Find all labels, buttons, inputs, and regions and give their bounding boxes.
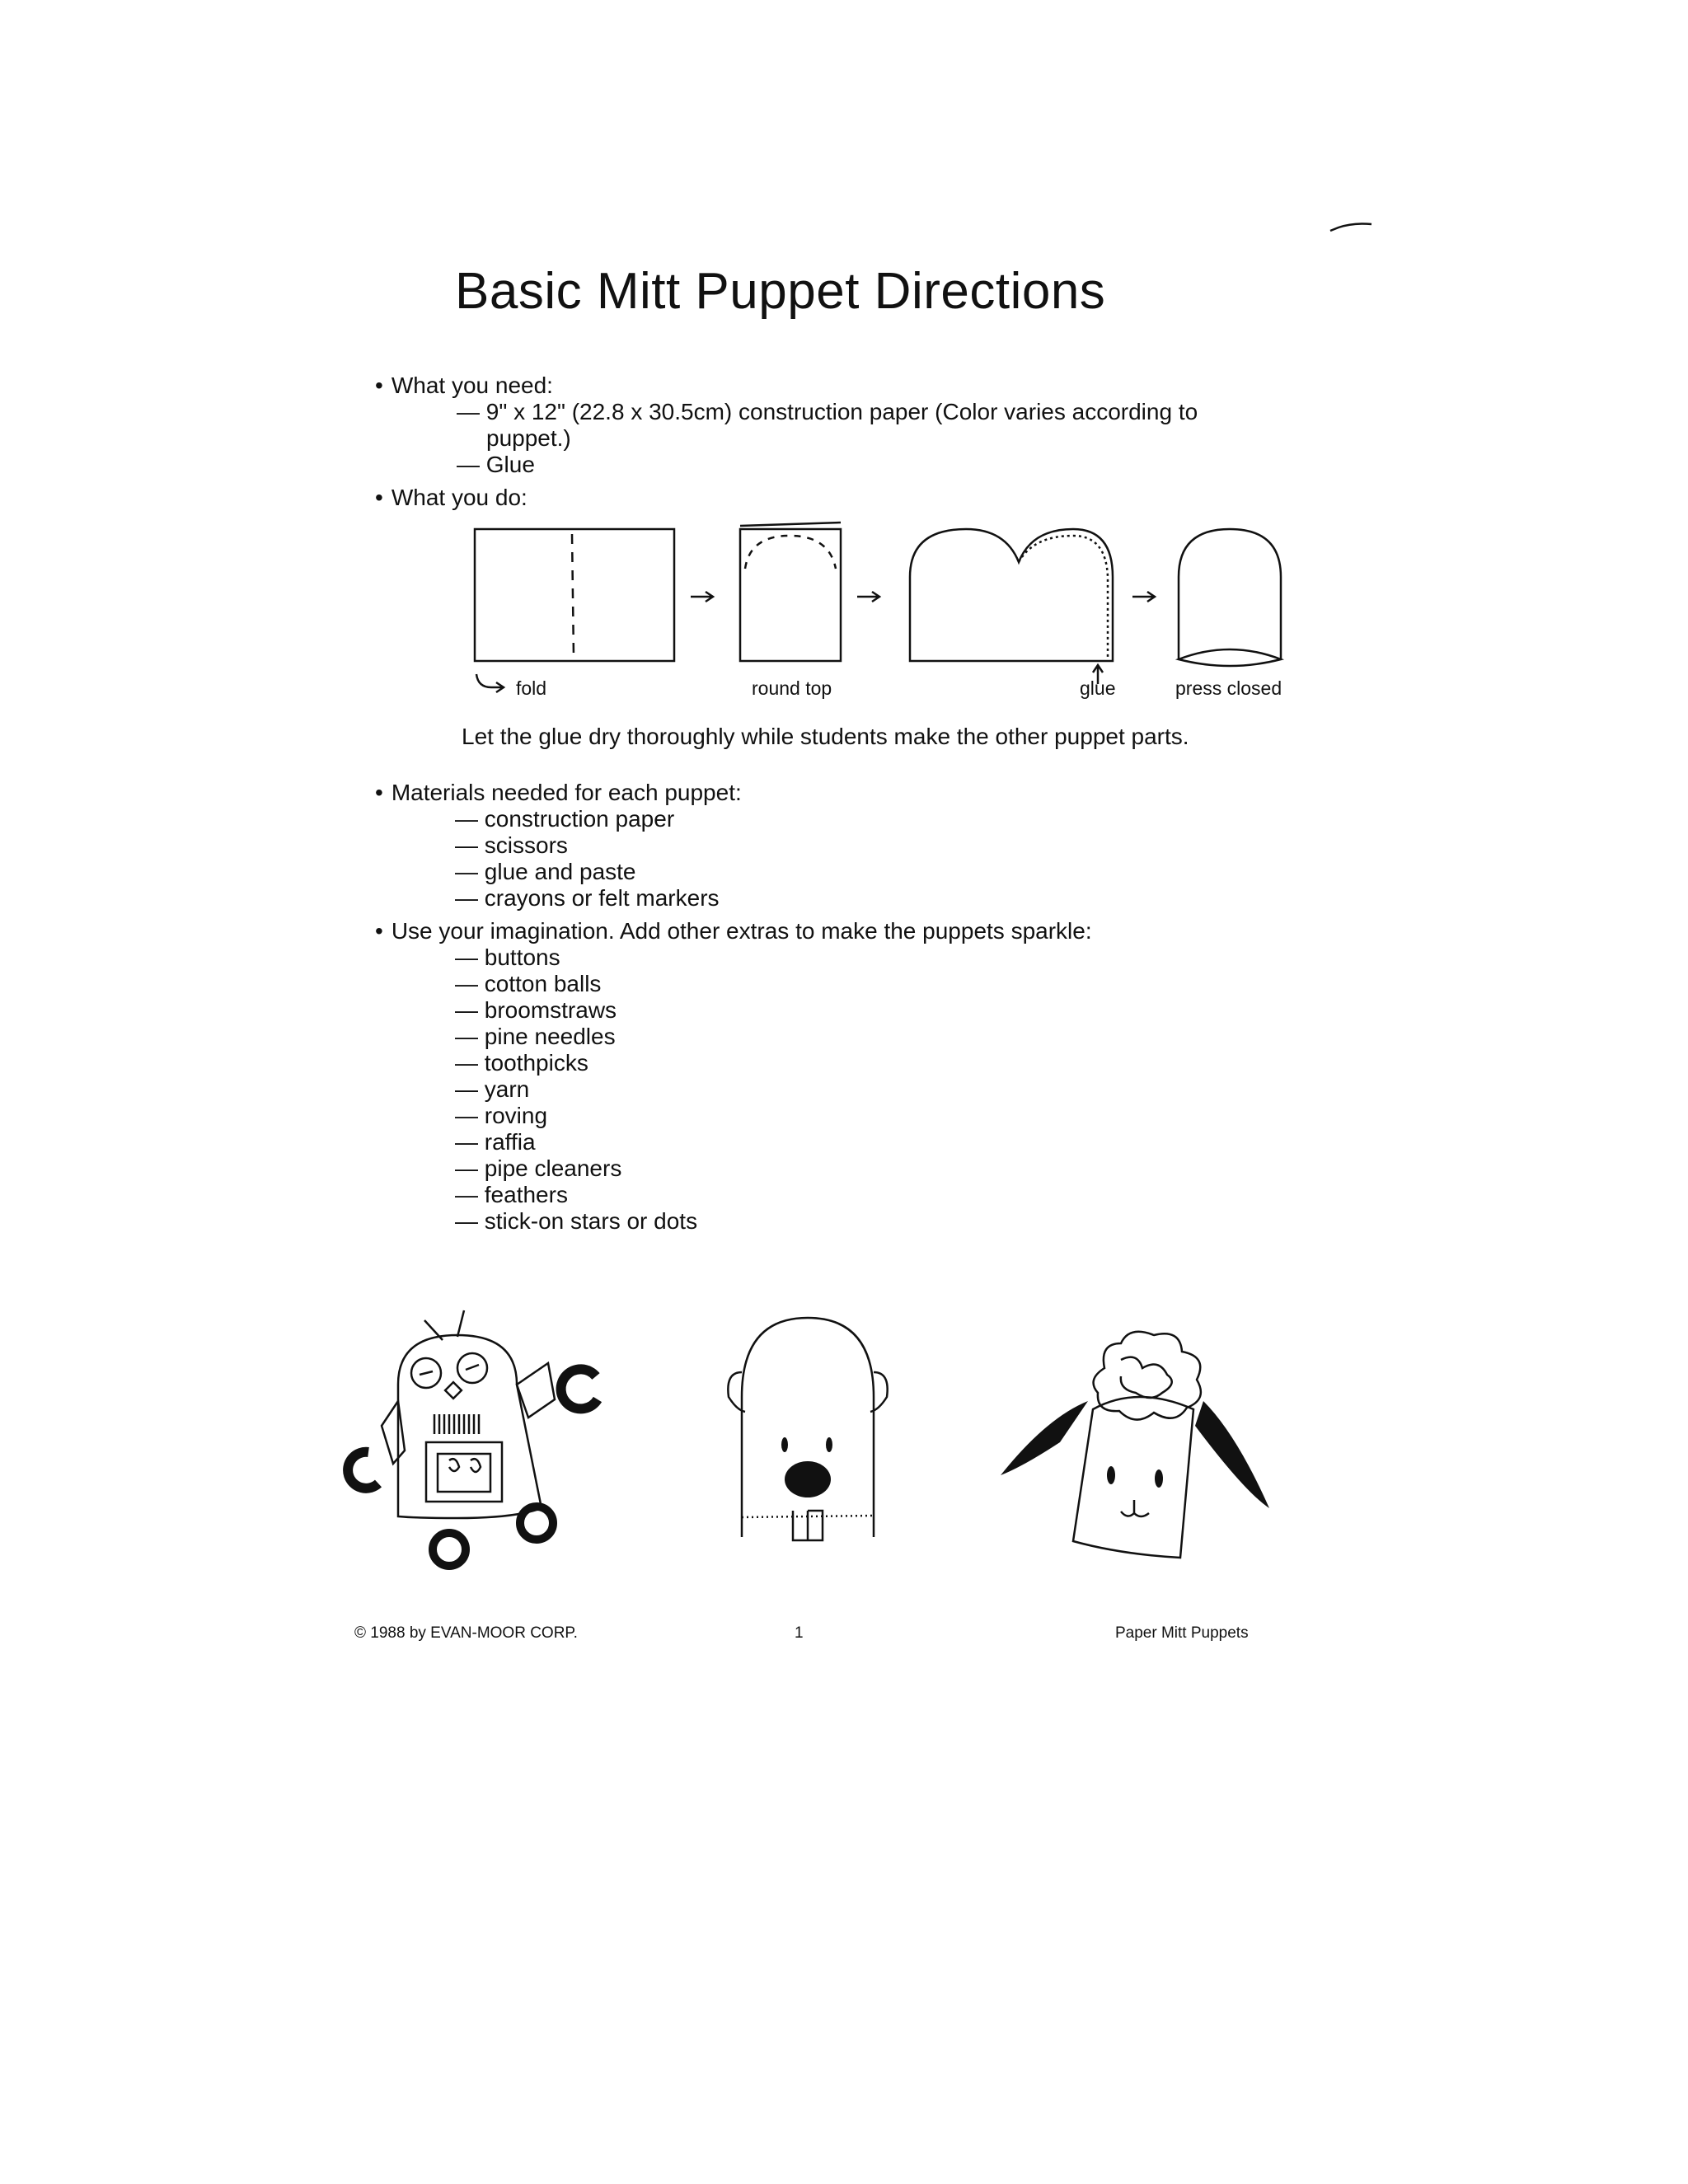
opened-arch: [910, 529, 1113, 661]
extra-item: — pine needles: [455, 1024, 616, 1049]
step-label: press closed: [1175, 677, 1282, 699]
extras-heading: • Use your imagination. Add other extras to make the puppets sparkle:: [375, 918, 1092, 944]
extra-item: — buttons: [455, 944, 560, 970]
copyright: © 1988 by EVAN-MOOR CORP.: [354, 1624, 578, 1642]
extra-item: — toothpicks: [455, 1050, 588, 1076]
material-item: — crayons or felt markers: [455, 885, 720, 911]
closed-mitt: [1179, 529, 1281, 659]
material-item: — glue and paste: [455, 859, 636, 884]
extra-item: — pipe cleaners: [455, 1155, 622, 1181]
page-title: Basic Mitt Puppet Directions: [455, 263, 1106, 320]
need-item: — 9" x 12" (22.8 x 30.5cm) construction paper (Color varies according to: [457, 399, 1198, 424]
lamb-puppet-illustration: [997, 1310, 1278, 1566]
need-item: — Glue: [457, 452, 535, 477]
materials-heading: • Materials needed for each puppet:: [375, 780, 742, 806]
corner-mark: [1329, 221, 1378, 237]
arrow-icon: [857, 592, 879, 602]
book-title: Paper Mitt Puppets: [1115, 1624, 1249, 1642]
extra-item: — yarn: [455, 1076, 530, 1102]
fold-line: [572, 534, 574, 658]
step-label: glue: [1080, 677, 1116, 699]
folded-sheet: [740, 529, 841, 661]
flat-sheet: [475, 529, 674, 661]
do-heading: • What you do:: [375, 485, 528, 511]
need-item: puppet.): [486, 425, 571, 451]
beaver-puppet-illustration: [717, 1306, 898, 1554]
step-label: fold: [516, 677, 547, 699]
fold-arrow-icon: [476, 674, 504, 692]
extra-item: — cotton balls: [455, 971, 602, 996]
extra-item: — broomstraws: [455, 997, 617, 1023]
material-item: — scissors: [455, 832, 568, 858]
material-item: — construction paper: [455, 806, 675, 832]
robot-puppet-illustration: [334, 1302, 647, 1574]
extra-item: — raffia: [455, 1129, 536, 1155]
steps-diagram: [462, 511, 1286, 701]
extra-item: — roving: [455, 1103, 548, 1128]
extra-item: — stick-on stars or dots: [455, 1208, 698, 1234]
arrow-icon: [1132, 592, 1155, 602]
step-label: round top: [752, 677, 832, 699]
need-heading: • What you need:: [375, 373, 553, 399]
arrow-icon: [691, 592, 713, 602]
page-number: 1: [795, 1624, 804, 1642]
extra-item: — feathers: [455, 1182, 568, 1207]
glue-note: Let the glue dry thoroughly while students make the other puppet parts.: [462, 724, 1189, 749]
